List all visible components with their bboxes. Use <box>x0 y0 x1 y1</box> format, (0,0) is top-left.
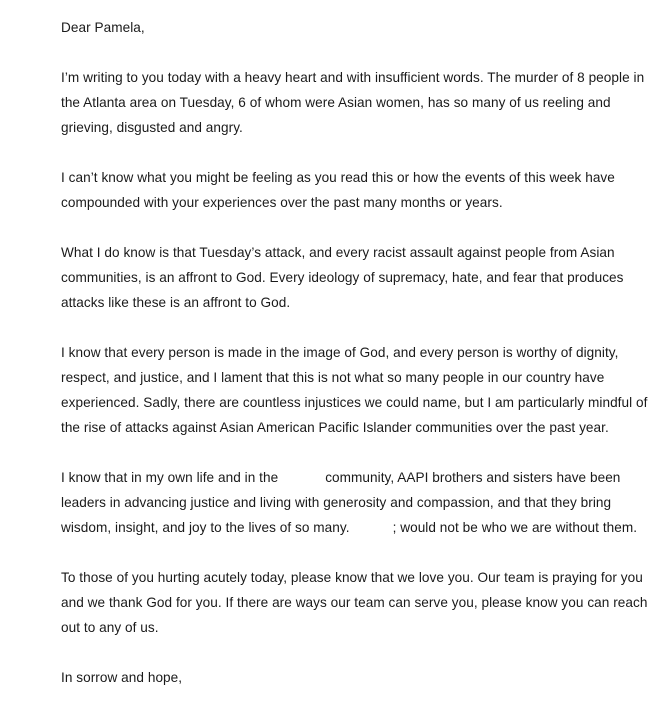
closing: In sorrow and hope, <box>61 670 183 685</box>
paragraph-line: compounded with your experiences over the past many months or years. <box>61 195 503 210</box>
paragraph-4 <box>61 340 661 440</box>
paragraph-line: the rise of attacks against Asian American Pacific Islander communities over the past year. <box>61 420 609 435</box>
paragraph-line: out to any of us. <box>61 620 159 635</box>
text-fragment: ; would not be who we are without them. <box>392 520 638 535</box>
paragraph-1 <box>61 65 661 140</box>
paragraph-line: I know that every person is made in the image of God, and every person is worthy of dignity, <box>61 345 619 360</box>
paragraph-line <box>61 465 661 490</box>
paragraph-2 <box>61 165 661 215</box>
letter-body <box>61 15 661 715</box>
paragraph-line: I’m writing to you today with a heavy heart and with insufficient words. The murder of 8 people in <box>61 70 645 85</box>
paragraph-line <box>61 515 661 540</box>
text-fragment: community, AAPI brothers and sisters have been <box>325 470 621 485</box>
text-fragment: I know that in my own life and in the <box>61 470 279 485</box>
paragraph-line: leaders in advancing justice and living with generosity and compassion, and that they bring <box>61 495 612 510</box>
paragraph-5 <box>61 465 661 540</box>
paragraph-line: and we thank God for you. If there are ways our team can serve you, please know you can reach <box>61 595 648 610</box>
salutation: Dear Pamela, <box>61 20 145 35</box>
paragraph-line: To those of you hurting acutely today, please know that we love you. Our team is praying for you <box>61 570 643 585</box>
paragraph-line: experienced. Sadly, there are countless injustices we could name, but I am particularly mindful of <box>61 395 648 410</box>
paragraph-6 <box>61 565 661 640</box>
paragraph-line: attacks like these is an affront to God. <box>61 295 291 310</box>
paragraph-line: communities, is an affront to God. Every ideology of supremacy, hate, and fear that produces <box>61 270 624 285</box>
paragraph-line: What I do know is that Tuesday’s attack, and every racist assault against people from Asian <box>61 245 615 260</box>
paragraph-line: the Atlanta area on Tuesday, 6 of whom were Asian women, has so many of us reeling and <box>61 95 611 110</box>
paragraph-3 <box>61 240 661 315</box>
paragraph-line: I can’t know what you might be feeling as you read this or how the events of this week have <box>61 170 615 185</box>
text-fragment: wisdom, insight, and joy to the lives of so many. <box>61 520 350 535</box>
paragraph-line: grieving, disgusted and angry. <box>61 120 243 135</box>
paragraph-line: respect, and justice, and I lament that this is not what so many people in our country have <box>61 370 605 385</box>
